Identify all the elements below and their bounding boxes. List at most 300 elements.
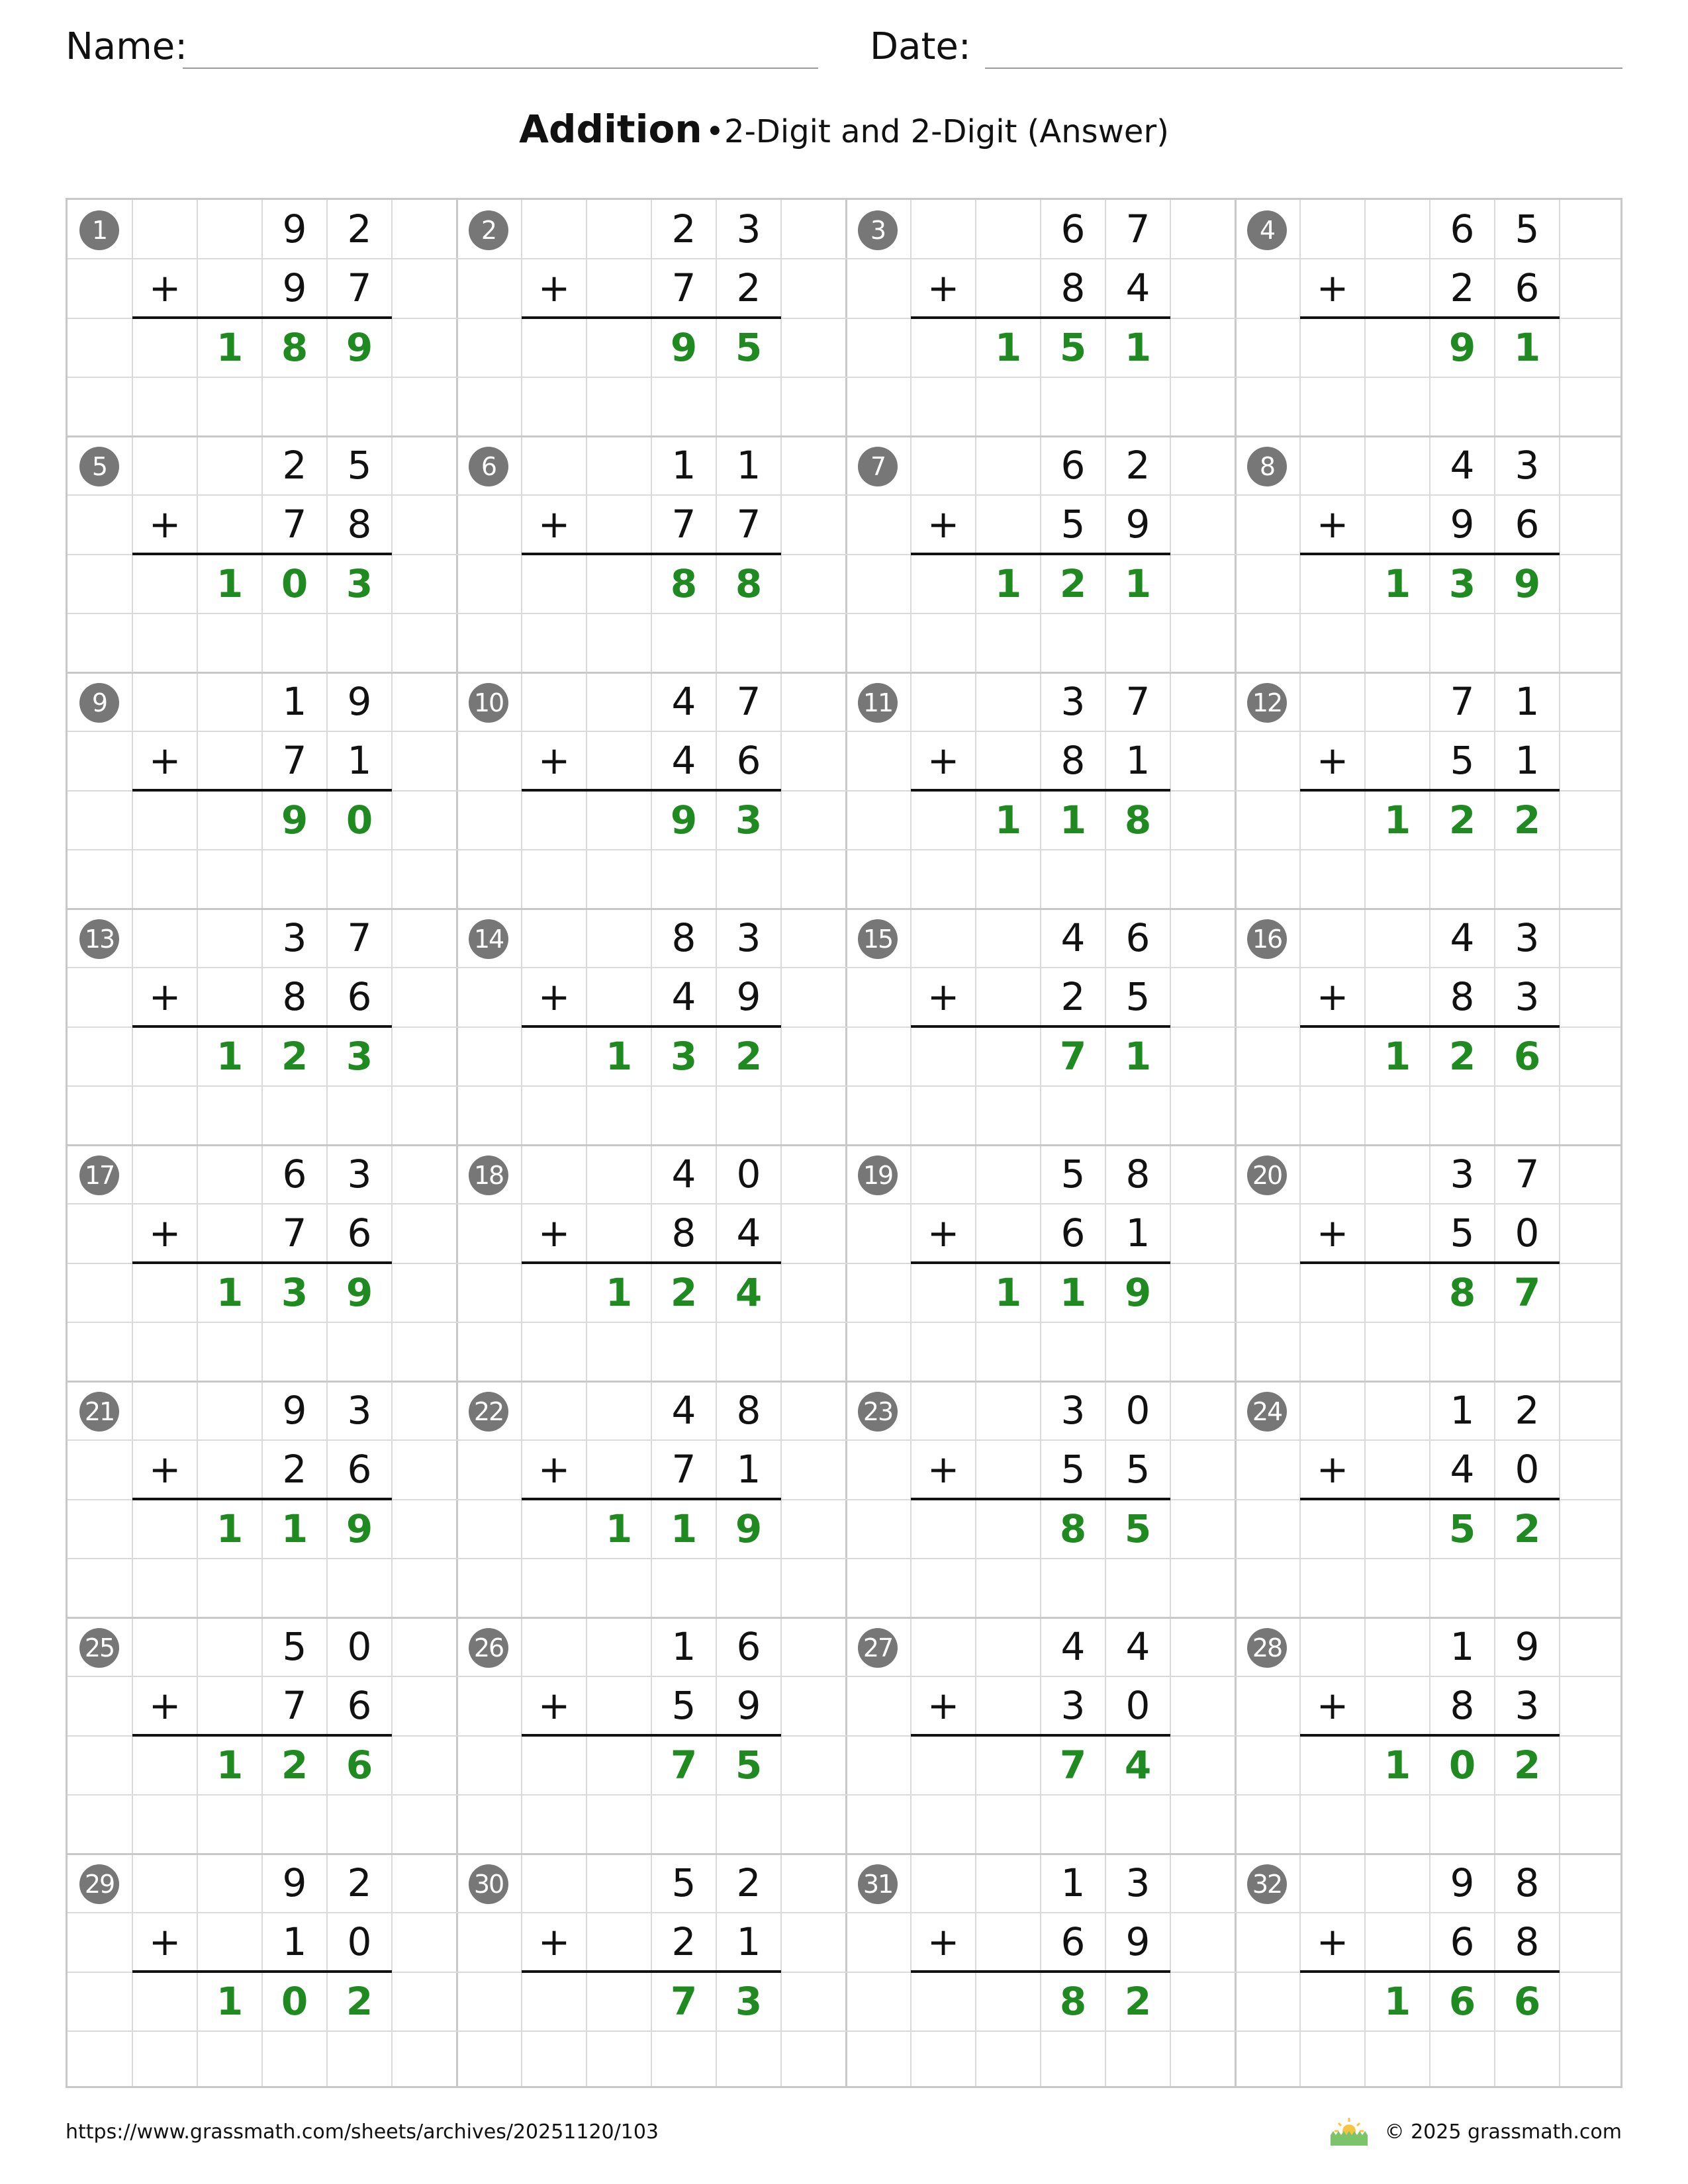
problem-24 bbox=[1235, 1381, 1624, 1617]
addend-bottom-digit: 5 bbox=[1060, 502, 1086, 547]
problem-7 bbox=[846, 436, 1235, 672]
addend-bottom-digit: 1 bbox=[736, 1919, 761, 1965]
addend-top-digit: 3 bbox=[347, 1152, 372, 1197]
problem-2 bbox=[457, 200, 846, 436]
problem-number-badge: 6 bbox=[469, 447, 508, 486]
problem-number-badge: 28 bbox=[1247, 1628, 1287, 1668]
problem-number-badge: 20 bbox=[1247, 1156, 1287, 1195]
addend-bottom-digit: 5 bbox=[1450, 1210, 1475, 1256]
plus-sign: + bbox=[538, 1683, 571, 1729]
plus-sign: + bbox=[927, 974, 960, 1020]
problem-number-badge: 29 bbox=[79, 1864, 119, 1904]
answer-digit: 4 bbox=[1124, 1742, 1152, 1788]
problem-number-badge: 21 bbox=[79, 1392, 119, 1432]
addend-top-digit: 4 bbox=[1450, 915, 1475, 960]
problem-grid bbox=[66, 198, 1622, 2088]
plus-sign: + bbox=[1316, 265, 1349, 311]
date-label: Date: bbox=[870, 25, 971, 68]
problem-number-badge: 10 bbox=[469, 683, 508, 723]
answer-digit: 3 bbox=[735, 797, 763, 842]
problem-12 bbox=[1235, 672, 1624, 909]
answer-digit: 2 bbox=[281, 1033, 308, 1079]
addend-top-digit: 7 bbox=[1125, 206, 1150, 251]
problem-3 bbox=[846, 200, 1235, 436]
plus-sign: + bbox=[1316, 974, 1349, 1020]
footer-copyright: © 2025 grassmath.com bbox=[1384, 2120, 1622, 2144]
addend-top-digit: 3 bbox=[1125, 1860, 1150, 1905]
answer-digit: 7 bbox=[670, 1742, 698, 1788]
problem-number-badge: 7 bbox=[858, 447, 898, 486]
problem-number-badge: 13 bbox=[79, 919, 119, 959]
answer-digit: 2 bbox=[1059, 561, 1087, 606]
addend-top-digit: 4 bbox=[1060, 1624, 1086, 1669]
answer-digit: 1 bbox=[605, 1506, 633, 1551]
addend-top-digit: 5 bbox=[282, 1624, 307, 1669]
problem-26 bbox=[457, 1617, 846, 1854]
problem-number-badge: 3 bbox=[858, 210, 898, 250]
answer-digit: 4 bbox=[735, 1269, 763, 1315]
addend-top-digit: 6 bbox=[1060, 206, 1086, 251]
addend-top-digit: 8 bbox=[671, 915, 696, 960]
addend-bottom-digit: 7 bbox=[736, 502, 761, 547]
answer-digit: 1 bbox=[216, 1978, 244, 2024]
addend-bottom-digit: 6 bbox=[1515, 265, 1540, 311]
answer-digit: 1 bbox=[281, 1506, 308, 1551]
problem-9 bbox=[68, 672, 457, 909]
problem-number-badge: 16 bbox=[1247, 919, 1287, 959]
problem-number-badge: 2 bbox=[469, 210, 508, 250]
problem-14 bbox=[457, 909, 846, 1145]
addend-bottom-digit: 1 bbox=[1125, 1210, 1150, 1256]
answer-digit: 3 bbox=[1448, 561, 1476, 606]
problem-17 bbox=[68, 1145, 457, 1381]
addend-top-digit: 0 bbox=[1125, 1388, 1150, 1433]
addend-top-digit: 9 bbox=[282, 206, 307, 251]
addend-top-digit: 2 bbox=[282, 443, 307, 488]
addend-bottom-digit: 6 bbox=[736, 738, 761, 784]
answer-digit: 3 bbox=[281, 1269, 308, 1315]
addend-top-digit: 9 bbox=[1515, 1624, 1540, 1669]
addend-top-digit: 3 bbox=[1060, 1388, 1086, 1433]
addend-top-digit: 6 bbox=[736, 1624, 761, 1669]
addend-bottom-digit: 5 bbox=[671, 1683, 696, 1729]
addend-top-digit: 3 bbox=[1515, 443, 1540, 488]
title-main: Addition bbox=[519, 107, 702, 152]
addend-top-digit: 8 bbox=[1125, 1152, 1150, 1197]
addend-top-digit: 7 bbox=[1125, 679, 1150, 724]
addend-top-digit: 7 bbox=[736, 679, 761, 724]
plus-sign: + bbox=[148, 974, 181, 1020]
answer-digit: 8 bbox=[1059, 1506, 1087, 1551]
problem-19 bbox=[846, 1145, 1235, 1381]
plus-sign: + bbox=[927, 502, 960, 547]
problem-number-badge: 18 bbox=[469, 1156, 508, 1195]
answer-digit: 7 bbox=[670, 1978, 698, 2024]
problem-number-badge: 31 bbox=[858, 1864, 898, 1904]
addend-top-digit: 4 bbox=[671, 1388, 696, 1433]
answer-digit: 1 bbox=[605, 1033, 633, 1079]
plus-sign: + bbox=[148, 265, 181, 311]
answer-digit: 1 bbox=[994, 324, 1022, 370]
problem-number-badge: 9 bbox=[79, 683, 119, 723]
plus-sign: + bbox=[148, 502, 181, 547]
problem-number-badge: 8 bbox=[1247, 447, 1287, 486]
addend-bottom-digit: 1 bbox=[347, 738, 372, 784]
addend-top-digit: 3 bbox=[282, 915, 307, 960]
addend-bottom-digit: 8 bbox=[1060, 738, 1086, 784]
grass-sun-logo-icon bbox=[1327, 2115, 1372, 2148]
problem-number-badge: 22 bbox=[469, 1392, 508, 1432]
addend-top-digit: 3 bbox=[1515, 915, 1540, 960]
problem-number-badge: 23 bbox=[858, 1392, 898, 1432]
problem-number-badge: 4 bbox=[1247, 210, 1287, 250]
addend-bottom-digit: 9 bbox=[1125, 1919, 1150, 1965]
answer-digit: 2 bbox=[1124, 1978, 1152, 2024]
plus-sign: + bbox=[538, 502, 571, 547]
addend-top-digit: 2 bbox=[347, 206, 372, 251]
answer-digit: 1 bbox=[216, 1742, 244, 1788]
addend-bottom-digit: 8 bbox=[1450, 1683, 1475, 1729]
addend-bottom-digit: 3 bbox=[1515, 1683, 1540, 1729]
answer-digit: 1 bbox=[216, 1269, 244, 1315]
addend-top-digit: 5 bbox=[1060, 1152, 1086, 1197]
plus-sign: + bbox=[538, 1447, 571, 1492]
problem-23 bbox=[846, 1381, 1235, 1617]
addend-bottom-digit: 0 bbox=[1515, 1447, 1540, 1492]
addend-bottom-digit: 5 bbox=[1125, 974, 1150, 1020]
plus-sign: + bbox=[538, 1919, 571, 1965]
addend-top-digit: 9 bbox=[282, 1388, 307, 1433]
answer-digit: 9 bbox=[346, 1269, 373, 1315]
answer-digit: 1 bbox=[994, 561, 1022, 606]
answer-digit: 6 bbox=[1448, 1978, 1476, 2024]
addend-bottom-digit: 7 bbox=[671, 502, 696, 547]
answer-digit: 9 bbox=[670, 797, 698, 842]
addend-top-digit: 2 bbox=[1125, 443, 1150, 488]
addend-bottom-digit: 8 bbox=[347, 502, 372, 547]
addend-bottom-digit: 8 bbox=[1450, 974, 1475, 1020]
answer-digit: 2 bbox=[1513, 797, 1541, 842]
addend-bottom-digit: 2 bbox=[1450, 265, 1475, 311]
answer-digit: 1 bbox=[1383, 1033, 1411, 1079]
addend-bottom-digit: 6 bbox=[1060, 1919, 1086, 1965]
answer-digit: 1 bbox=[1059, 797, 1087, 842]
addend-bottom-digit: 7 bbox=[282, 738, 307, 784]
addend-bottom-digit: 6 bbox=[1060, 1210, 1086, 1256]
plus-sign: + bbox=[148, 738, 181, 784]
addend-top-digit: 9 bbox=[1450, 1860, 1475, 1905]
answer-digit: 2 bbox=[670, 1269, 698, 1315]
problem-number-badge: 32 bbox=[1247, 1864, 1287, 1904]
title-subtitle: 2-Digit and 2-Digit (Answer) bbox=[724, 113, 1169, 150]
plus-sign: + bbox=[1316, 1919, 1349, 1965]
addend-bottom-digit: 0 bbox=[1125, 1683, 1150, 1729]
plus-sign: + bbox=[148, 1919, 181, 1965]
answer-digit: 9 bbox=[346, 324, 373, 370]
answer-digit: 2 bbox=[1513, 1506, 1541, 1551]
problem-number-badge: 17 bbox=[79, 1156, 119, 1195]
addend-bottom-digit: 9 bbox=[1125, 502, 1150, 547]
plus-sign: + bbox=[1316, 1210, 1349, 1256]
answer-digit: 6 bbox=[1513, 1978, 1541, 2024]
addend-bottom-digit: 1 bbox=[1515, 738, 1540, 784]
addend-bottom-digit: 6 bbox=[1450, 1919, 1475, 1965]
answer-digit: 3 bbox=[346, 1033, 373, 1079]
addend-bottom-digit: 7 bbox=[282, 502, 307, 547]
problem-22 bbox=[457, 1381, 846, 1617]
plus-sign: + bbox=[538, 974, 571, 1020]
title-separator: • bbox=[705, 113, 725, 150]
answer-digit: 6 bbox=[1513, 1033, 1541, 1079]
addend-top-digit: 1 bbox=[1450, 1388, 1475, 1433]
addend-top-digit: 6 bbox=[1125, 915, 1150, 960]
plus-sign: + bbox=[927, 1210, 960, 1256]
answer-digit: 3 bbox=[735, 1978, 763, 2024]
answer-digit: 5 bbox=[735, 324, 763, 370]
problem-number-badge: 15 bbox=[858, 919, 898, 959]
answer-digit: 0 bbox=[1448, 1742, 1476, 1788]
answer-digit: 1 bbox=[994, 797, 1022, 842]
answer-digit: 9 bbox=[735, 1506, 763, 1551]
addend-bottom-digit: 0 bbox=[1515, 1210, 1540, 1256]
addend-bottom-digit: 7 bbox=[282, 1210, 307, 1256]
addend-bottom-digit: 4 bbox=[1125, 265, 1150, 311]
plus-sign: + bbox=[927, 1447, 960, 1492]
plus-sign: + bbox=[538, 265, 571, 311]
problem-number-badge: 11 bbox=[858, 683, 898, 723]
answer-digit: 1 bbox=[1124, 324, 1152, 370]
problem-29 bbox=[68, 1854, 457, 2090]
problem-11 bbox=[846, 672, 1235, 909]
answer-digit: 9 bbox=[1513, 561, 1541, 606]
problem-number-badge: 19 bbox=[858, 1156, 898, 1195]
addend-top-digit: 1 bbox=[736, 443, 761, 488]
problem-32 bbox=[1235, 1854, 1624, 2090]
answer-digit: 1 bbox=[216, 561, 244, 606]
answer-digit: 1 bbox=[670, 1506, 698, 1551]
addend-top-digit: 7 bbox=[347, 915, 372, 960]
addend-top-digit: 9 bbox=[282, 1860, 307, 1905]
addend-top-digit: 8 bbox=[1515, 1860, 1540, 1905]
problem-18 bbox=[457, 1145, 846, 1381]
answer-digit: 3 bbox=[346, 561, 373, 606]
addend-bottom-digit: 7 bbox=[671, 265, 696, 311]
answer-digit: 2 bbox=[1448, 797, 1476, 842]
addend-bottom-digit: 9 bbox=[1450, 502, 1475, 547]
addend-bottom-digit: 3 bbox=[1060, 1683, 1086, 1729]
answer-digit: 3 bbox=[670, 1033, 698, 1079]
problem-number-badge: 24 bbox=[1247, 1392, 1287, 1432]
answer-digit: 8 bbox=[670, 561, 698, 606]
addend-top-digit: 2 bbox=[736, 1860, 761, 1905]
addend-top-digit: 1 bbox=[282, 679, 307, 724]
problem-21 bbox=[68, 1381, 457, 1617]
answer-digit: 2 bbox=[1448, 1033, 1476, 1079]
addend-bottom-digit: 5 bbox=[1450, 738, 1475, 784]
problem-number-badge: 5 bbox=[79, 447, 119, 486]
answer-digit: 7 bbox=[1059, 1742, 1087, 1788]
addend-top-digit: 1 bbox=[1450, 1624, 1475, 1669]
addend-bottom-digit: 9 bbox=[736, 974, 761, 1020]
addend-top-digit: 9 bbox=[347, 679, 372, 724]
addend-bottom-digit: 9 bbox=[736, 1683, 761, 1729]
problem-6 bbox=[457, 436, 846, 672]
answer-digit: 9 bbox=[1448, 324, 1476, 370]
addend-top-digit: 7 bbox=[1515, 1152, 1540, 1197]
plus-sign: + bbox=[538, 1210, 571, 1256]
problem-10 bbox=[457, 672, 846, 909]
answer-digit: 1 bbox=[216, 324, 244, 370]
plus-sign: + bbox=[148, 1683, 181, 1729]
plus-sign: + bbox=[148, 1447, 181, 1492]
plus-sign: + bbox=[538, 738, 571, 784]
answer-digit: 1 bbox=[605, 1269, 633, 1315]
problem-27 bbox=[846, 1617, 1235, 1854]
addend-bottom-digit: 2 bbox=[282, 1447, 307, 1492]
name-label: Name: bbox=[66, 25, 188, 68]
answer-digit: 0 bbox=[281, 561, 308, 606]
problem-8 bbox=[1235, 436, 1624, 672]
addend-top-digit: 4 bbox=[1125, 1624, 1150, 1669]
problem-1 bbox=[68, 200, 457, 436]
addend-bottom-digit: 6 bbox=[1515, 502, 1540, 547]
problem-number-badge: 12 bbox=[1247, 683, 1287, 723]
addend-top-digit: 4 bbox=[671, 679, 696, 724]
addend-top-digit: 2 bbox=[671, 206, 696, 251]
addend-bottom-digit: 0 bbox=[347, 1919, 372, 1965]
answer-digit: 6 bbox=[346, 1742, 373, 1788]
answer-digit: 1 bbox=[1383, 1978, 1411, 2024]
plus-sign: + bbox=[1316, 1683, 1349, 1729]
addend-bottom-digit: 8 bbox=[1515, 1919, 1540, 1965]
answer-digit: 9 bbox=[281, 797, 308, 842]
answer-digit: 1 bbox=[1383, 561, 1411, 606]
addend-top-digit: 3 bbox=[1450, 1152, 1475, 1197]
addend-top-digit: 5 bbox=[671, 1860, 696, 1905]
answer-digit: 1 bbox=[1383, 1742, 1411, 1788]
addend-top-digit: 3 bbox=[736, 915, 761, 960]
addend-bottom-digit: 4 bbox=[671, 738, 696, 784]
addend-top-digit: 4 bbox=[1450, 443, 1475, 488]
plus-sign: + bbox=[927, 1919, 960, 1965]
addend-top-digit: 4 bbox=[1060, 915, 1086, 960]
addend-bottom-digit: 7 bbox=[671, 1447, 696, 1492]
addend-top-digit: 3 bbox=[347, 1388, 372, 1433]
addend-bottom-digit: 8 bbox=[671, 1210, 696, 1256]
addend-top-digit: 7 bbox=[1450, 679, 1475, 724]
problem-4 bbox=[1235, 200, 1624, 436]
answer-digit: 1 bbox=[1513, 324, 1541, 370]
addend-top-digit: 4 bbox=[671, 1152, 696, 1197]
addend-top-digit: 1 bbox=[671, 443, 696, 488]
worksheet-title bbox=[0, 106, 1688, 162]
answer-digit: 8 bbox=[1059, 1978, 1087, 2024]
answer-digit: 1 bbox=[1124, 561, 1152, 606]
addend-bottom-digit: 7 bbox=[347, 265, 372, 311]
addend-top-digit: 0 bbox=[736, 1152, 761, 1197]
problem-30 bbox=[457, 1854, 846, 2090]
problem-28 bbox=[1235, 1617, 1624, 1854]
addend-top-digit: 6 bbox=[282, 1152, 307, 1197]
answer-digit: 1 bbox=[216, 1506, 244, 1551]
answer-digit: 1 bbox=[1059, 1269, 1087, 1315]
name-line bbox=[183, 68, 818, 69]
addend-bottom-digit: 2 bbox=[736, 265, 761, 311]
plus-sign: + bbox=[927, 265, 960, 311]
problem-number-badge: 27 bbox=[858, 1628, 898, 1668]
answer-digit: 9 bbox=[1124, 1269, 1152, 1315]
answer-digit: 8 bbox=[735, 561, 763, 606]
problem-13 bbox=[68, 909, 457, 1145]
plus-sign: + bbox=[927, 738, 960, 784]
answer-digit: 1 bbox=[1124, 1033, 1152, 1079]
answer-digit: 9 bbox=[670, 324, 698, 370]
plus-sign: + bbox=[927, 1683, 960, 1729]
answer-digit: 5 bbox=[1059, 324, 1087, 370]
addend-top-digit: 3 bbox=[1060, 679, 1086, 724]
addend-bottom-digit: 9 bbox=[282, 265, 307, 311]
addend-bottom-digit: 3 bbox=[1515, 974, 1540, 1020]
addend-bottom-digit: 4 bbox=[736, 1210, 761, 1256]
addend-bottom-digit: 1 bbox=[282, 1919, 307, 1965]
answer-digit: 7 bbox=[1513, 1269, 1541, 1315]
addend-top-digit: 3 bbox=[736, 206, 761, 251]
answer-digit: 2 bbox=[1513, 1742, 1541, 1788]
addend-top-digit: 5 bbox=[1515, 206, 1540, 251]
addend-bottom-digit: 1 bbox=[1125, 738, 1150, 784]
answer-digit: 5 bbox=[1124, 1506, 1152, 1551]
addend-top-digit: 1 bbox=[671, 1624, 696, 1669]
answer-digit: 1 bbox=[216, 1033, 244, 1079]
addend-top-digit: 8 bbox=[736, 1388, 761, 1433]
addend-bottom-digit: 5 bbox=[1060, 1447, 1086, 1492]
addend-bottom-digit: 5 bbox=[1125, 1447, 1150, 1492]
date-line bbox=[985, 68, 1622, 69]
answer-digit: 1 bbox=[994, 1269, 1022, 1315]
answer-digit: 5 bbox=[1448, 1506, 1476, 1551]
plus-sign: + bbox=[1316, 738, 1349, 784]
addend-top-digit: 1 bbox=[1060, 1860, 1086, 1905]
answer-digit: 5 bbox=[735, 1742, 763, 1788]
problem-number-badge: 1 bbox=[79, 210, 119, 250]
addend-top-digit: 5 bbox=[347, 443, 372, 488]
answer-digit: 2 bbox=[735, 1033, 763, 1079]
problem-25 bbox=[68, 1617, 457, 1854]
plus-sign: + bbox=[148, 1210, 181, 1256]
problem-16 bbox=[1235, 909, 1624, 1145]
problem-number-badge: 26 bbox=[469, 1628, 508, 1668]
answer-digit: 0 bbox=[346, 797, 373, 842]
answer-digit: 7 bbox=[1059, 1033, 1087, 1079]
plus-sign: + bbox=[1316, 502, 1349, 547]
addend-bottom-digit: 6 bbox=[347, 1210, 372, 1256]
addend-top-digit: 6 bbox=[1060, 443, 1086, 488]
plus-sign: + bbox=[1316, 1447, 1349, 1492]
answer-digit: 0 bbox=[281, 1978, 308, 2024]
addend-top-digit: 6 bbox=[1450, 206, 1475, 251]
addend-bottom-digit: 8 bbox=[1060, 265, 1086, 311]
addend-top-digit: 1 bbox=[1515, 679, 1540, 724]
problem-number-badge: 30 bbox=[469, 1864, 508, 1904]
problem-15 bbox=[846, 909, 1235, 1145]
addend-bottom-digit: 4 bbox=[671, 974, 696, 1020]
problem-5 bbox=[68, 436, 457, 672]
addend-bottom-digit: 2 bbox=[671, 1919, 696, 1965]
addend-bottom-digit: 7 bbox=[282, 1683, 307, 1729]
answer-digit: 2 bbox=[281, 1742, 308, 1788]
addend-top-digit: 2 bbox=[347, 1860, 372, 1905]
problem-number-badge: 14 bbox=[469, 919, 508, 959]
